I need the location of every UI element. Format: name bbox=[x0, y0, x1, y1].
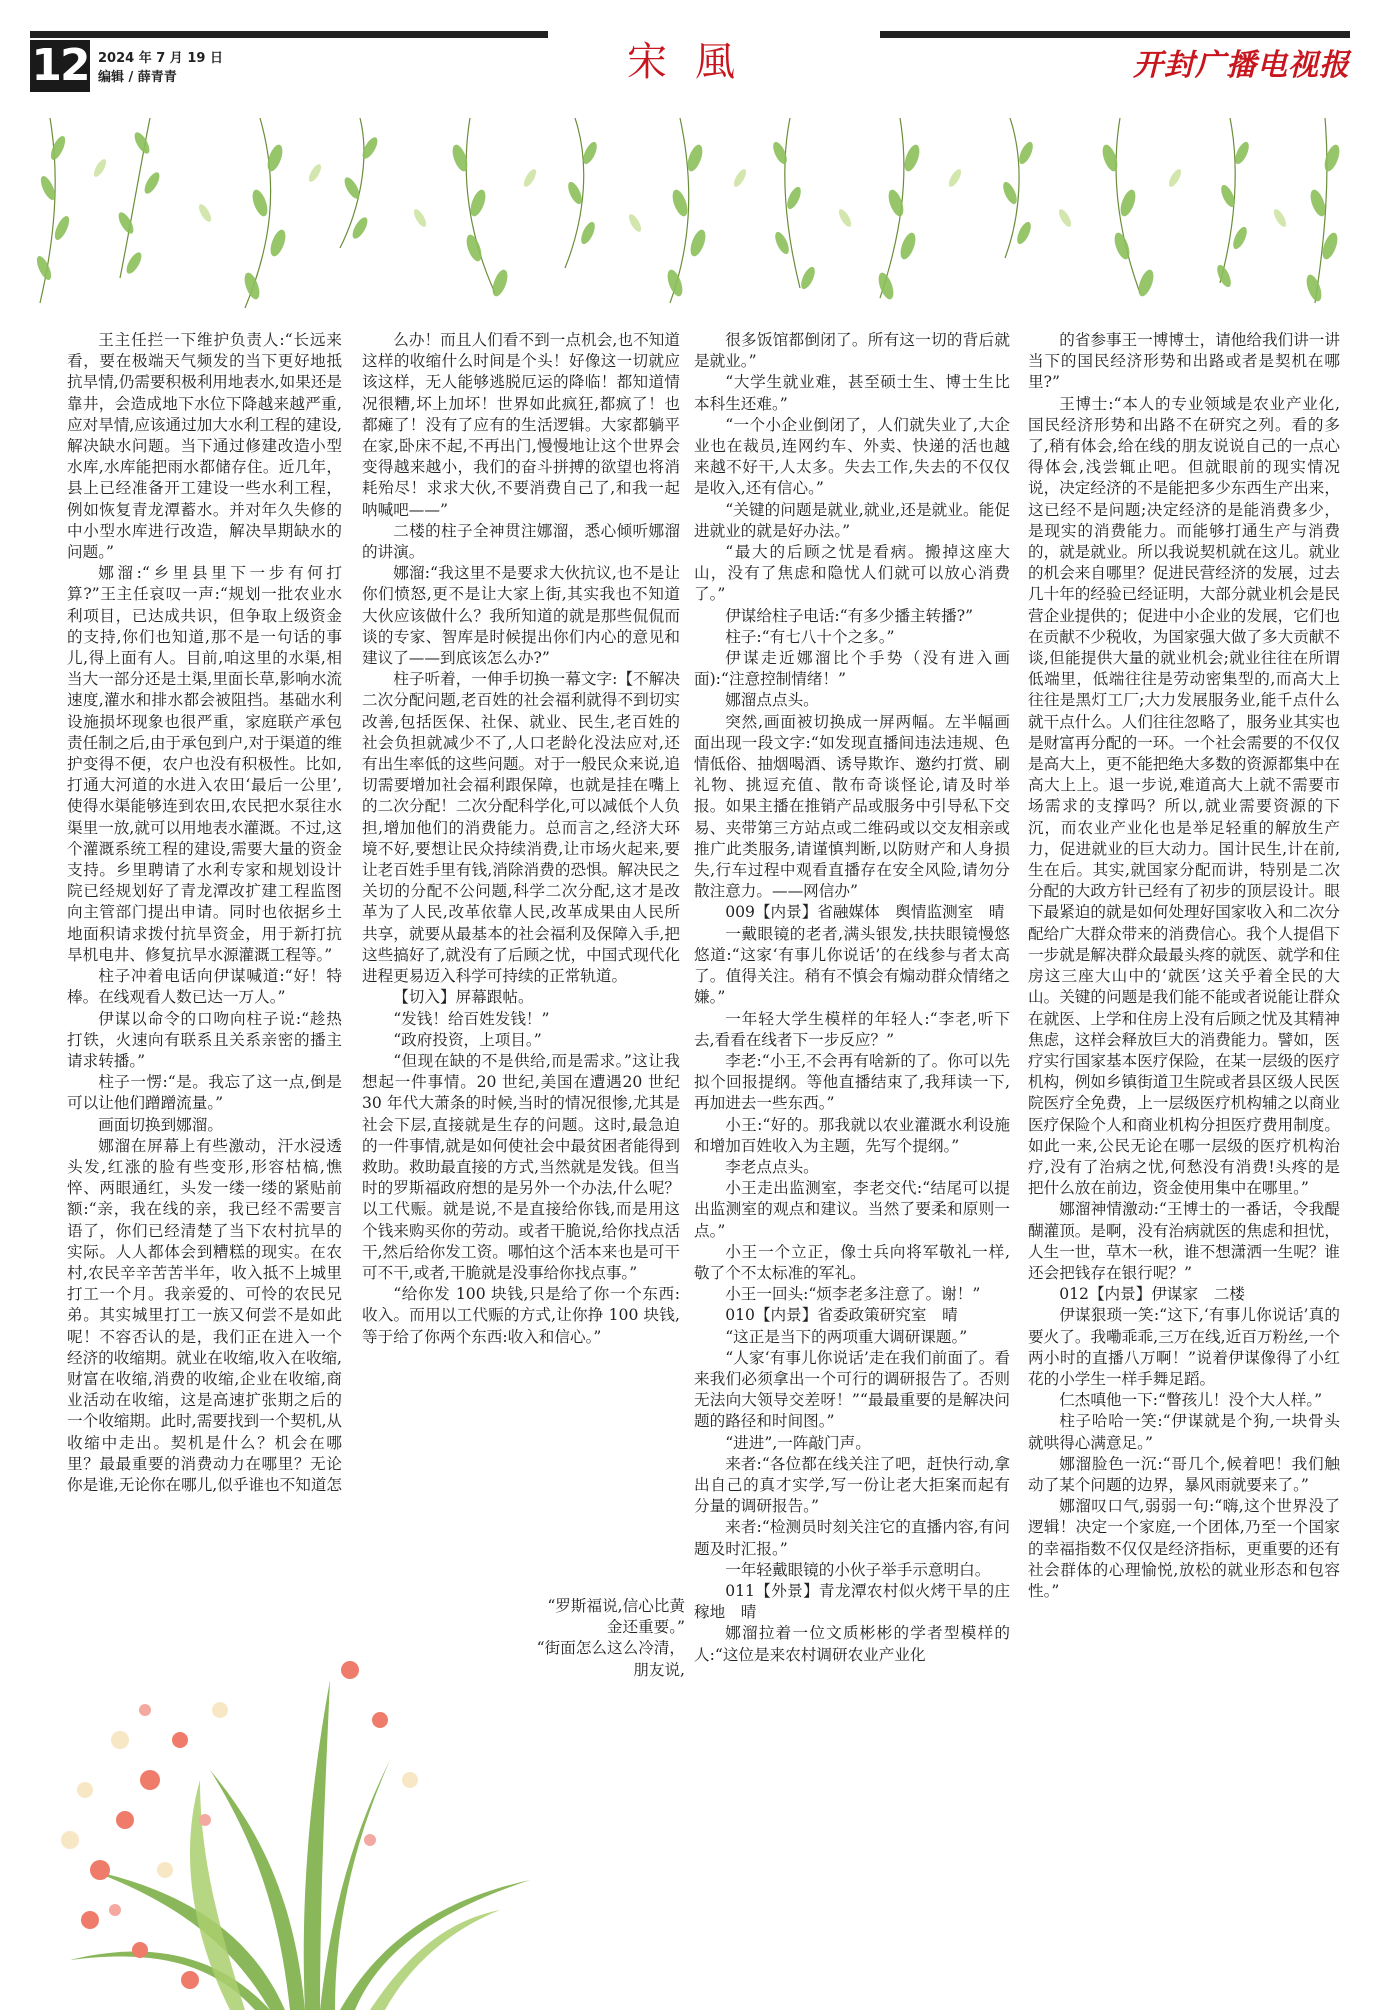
paragraph: 来者:“各位都在线关注了吧，赶快行动,拿出自己的真才实学,写一份让老大拒案而起有分量的调研报告。” bbox=[694, 1454, 1010, 1516]
paragraph: 一年轻大学生模样的年轻人:“李老,听下去,看看在线者下一步反应？” bbox=[694, 1009, 1010, 1049]
paragraph: 一戴眼镜的老者,满头银发,扶扶眼镜慢悠悠道:“这家‘有事儿你说话’的在线参与者太高了。值得关注。稍有不慎会有煽动群众情绪之嫌。” bbox=[694, 924, 1010, 1007]
paragraph: 柱子听着，一伸手切换一幕文字:【不解决二次分配问题,老百姓的社会福利就得不到切实改善,包括医保、社保、就业、民生,老百姓的社会负担就减少不了,人口老龄化没法应对,还有出生率低的这些问题。对于一般民众来说,追切需要增加社会福利跟保障，也就是挂在嘴上的二次分配！二次分配科学化,可以减低个人负担,增加他们的消费能力。总而言之,经济大环境不好,要想让民众持续消费,让市场火起来,要让老百姓手里有钱,消除消费的恐惧。解决民之关切的分配不公问题,科学二次分配,这才是改革为了人民,改革依靠人民,改革成果由人民所共享，就要从最基本的社会福利及保障入手,把这些搞好了,就没有了后顾之忧，中国式现代化进程更易迈入科学可持续的正常轨道。 bbox=[362, 670, 680, 986]
page-header bbox=[0, 0, 1380, 95]
article-column-4 bbox=[1028, 330, 1340, 1602]
scene-heading: 011【外景】青龙潭农村似火烤干旱的庄稼地 晴 bbox=[694, 1581, 1010, 1622]
flower-illustration bbox=[30, 1620, 550, 2010]
paragraph: 么办！而且人们看不到一点机会,也不知道这样的收缩什么时间是个头！好像这一切就应该这样，无人能够逃脱厄运的降临！都知道情况很糟,坏上加坏！世界如此疯狂,都疯了！也都瘫了！没有了应有的生活逻辑。大家都躺平在家,卧床不起,不再出门,慢慢地让这个世界会变得越来越小，我们的奋斗拼搏的欲望也将消耗殆尽！求求大伙,不要消费自己了,和我一起呐喊吧——” bbox=[362, 331, 680, 519]
paragraph: “关键的问题是就业,就业,还是就业。能促进就业的就是好办法。” bbox=[694, 500, 1010, 540]
paragraph: 仁杰嗔他一下:“瞥孩儿！没个大人样。” bbox=[1059, 1391, 1323, 1410]
paragraph: 伊谋以命令的口吻向柱子说:“趁热打铁，火速向有联系且关系亲密的播主请求转播。” bbox=[67, 1009, 342, 1070]
paragraph: 突然,画面被切换成一屏两幅。左半幅画面出现一段文字:“如发现直播间违法违规、色情低俗、抽烟喝酒、诱导欺诈、邀约打赏、刷礼物、挑逗充值、散布奇谈怪论,请及时举报。如果主播在推销产品或服务中引导私下交易、夹带第三方站点或二维码或以交友相亲或推广此类服务,请谨慎判断,以防财产和人身损失,行车过程中观看直播存在安全风险,请勿分散注意力。——网信办” bbox=[694, 712, 1010, 901]
editor-credit: 编辑 / 薛青青 bbox=[98, 70, 177, 85]
paragraph: 小王走出监测室，李老交代:“结尾可以提出监测室的观点和建议。当然了要柔和原则一点。” bbox=[694, 1179, 1010, 1240]
paragraph: “大学生就业难，甚至硕士生、博士生比本科生还难。” bbox=[694, 373, 1010, 413]
article-column-2 bbox=[362, 330, 680, 1348]
paragraph: “但现在缺的不是供给,而是需求。”这让我想起一件事情。20 世纪,美国在遭遇20 世纪30 年代大萧条的时候,当时的情况很惨,尤其是社会下层,直接就是生存的问题。这时,最急迫的一件事情,就是如何使社会中最贫困者能得到救助。救助最直接的方式,当然就是发钱。但当时的罗斯福政府想的是另外一个办法,什么呢？以工代赈。就是说,不是直接给你钱,而是用这个钱来购买你的劳动。或者干脆说,给你找点活干,然后给你发工资。哪怕这个活本来也是可干可不干,或者,干脆就是没事给你找点事。” bbox=[362, 1051, 680, 1282]
paragraph: 伊谋走近娜溜比个手势（没有进入画面):“注意控制情绪！” bbox=[694, 649, 1010, 689]
issue-date: 2024 年 7 月 19 日 bbox=[98, 51, 223, 66]
paragraph: 伊谋给柱子电话:“有多少播主转播?” bbox=[725, 606, 974, 625]
paragraph: 柱子:“有七八十个之多。” bbox=[725, 627, 895, 646]
paragraph: “政府投资，上项目。” bbox=[393, 1030, 542, 1049]
paragraph: 柱子一愣:“是。我忘了这一点,倒是可以让他们蹭蹭流量。” bbox=[67, 1073, 342, 1113]
paragraph: 王主任拦一下维护负责人:“长远来看，要在极端天气频发的当下更好地抵抗旱情,仍需要积极利用地表水,如果还是靠井，会造成地下水位下降越来越严重,应对旱情,应该通过加大水利工程的建设,解决缺水问题。当下通过修建改造小型水库,水库能把雨水都储存住。近几年，县上已经准备开工建设一些水利工程，例如恢复青龙潭蓄水。并对年久失修的中小型水库进行改造，解决旱期缺水的问题。” bbox=[67, 331, 343, 562]
paragraph: 伊谋狠琐一笑:“这下,‘有事儿你说话’真的要火了。我嘞乖乖,三万在线,近百万粉丝,一个两小时的直播八万啊！”说着伊谋像得了小红花的小学生一样手舞足蹈。 bbox=[1028, 1306, 1340, 1388]
paragraph: 娜溜神情激动:“王博士的一番话，令我醍醐灌顶。是啊，没有治病就医的焦虑和担忧，人生一世，草木一秋，谁不想潇洒一生呢？谁还会把钱存在银行呢？” bbox=[1028, 1200, 1340, 1282]
paragraph: 娜溜:“我这里不是要求大伙抗议,也不是让你们愤怒,更不是让大家上街,其实我也不知道大伙应该做什么？我所知道的就是那些侃侃而谈的专家、智库是时候提出你们内心的意见和建议了——到底该怎么办?” bbox=[362, 564, 680, 668]
paragraph: 二楼的柱子全神贯注娜溜，悉心倾听娜溜的讲演。 bbox=[362, 521, 680, 562]
paragraph: “进进”,一阵敲门声。 bbox=[725, 1433, 871, 1452]
quote-line: “罗斯福说,信心比黄金还重要。” bbox=[547, 1597, 685, 1637]
paragraph: “发钱！给百姓发钱！” bbox=[393, 1009, 550, 1028]
scene-heading: 012【内景】伊谋家 二楼 bbox=[1059, 1285, 1245, 1304]
paragraph: “给你发 100 块钱,只是给了你一个东西:收入。而用以工代赈的方式,让你挣 100 块钱,等于给了你两个东西:收入和信心。” bbox=[362, 1285, 680, 1346]
section-title: 宋風 bbox=[627, 39, 763, 85]
paragraph: 小王一个立正，像士兵向将军敬礼一样,敬了个不太标准的军礼。 bbox=[694, 1242, 1010, 1282]
paragraph: 王博士:“本人的专业领域是农业产业化,国民经济形势和出路不在研究之列。看的多了,稍有体会,给在线的朋友说说自己的一点心得体会,浅尝辄止吧。但就眼前的现实情况说，决定经济的不是能把多少东西生产出来，这已经不是问题;决定经济的是能消费多少，是现实的消费能力。而能够打通生产与消费的，就是就业。所以我说契机就在这儿。就业的机会来自哪里？促进民营经济的发展，过去几十年的经验已经证明，大部分就业机会是民营企业提供的；促进中小企业的发展，它们也在贡献不少税收，为国家强大做了多大贡献不谈,但能提供大量的就业机会;就业往往在所谓低端里，低端往往是劳动密集型的,而高大上往往是黑灯工厂;大力发展服务业,能千点什么就干点什么。人们往往忽略了，服务业其实也是财富再分配的一环。一个社会需要的不仅仅是高大上，更不能把绝大多数的资源都集中在高大上上。退一步说,难道高大上就不需要市场需求的支撑吗？所以,就业需要资源的下沉，而农业产业化也是举足轻重的解放生产力，促进就业的巨大动力。国计民生,计在前,生在后。其实,就国家分配而讲，特别是二次分配的大政方针已经有了初步的顶层设计。眼下最紧迫的就是如何处理好国家收入和二次分配给广大群众带来的消费信心。我个人提倡下一步就是解决群众最最头疼的就医、就学和住房这三座大山中的‘就医’这关乎着全民的大山。关键的问题是我们能不能或者说能让群众在就医、上学和住房上没有后顾之忧及其精神焦虑，这样会释放巨大的消费能力。譬如，医疗实行国家基本医疗保险，在某一层级的医疗机构，例如乡镇街道卫生院或者县区级人民医院医疗全免费，上一层级医疗机构辅之以商业医疗保险个人和商业机构分担医疗费用制度。如此一来,公民无论在哪一层级的医疗机构治疗,没有了治病之忧,何愁没有消费!头疼的是把什么放在前边，资金使用集中在哪里。” bbox=[1028, 394, 1340, 1198]
scene-heading: 009【内景】省融媒体 舆情监测室 晴 bbox=[725, 903, 1005, 922]
paragraph: 来者:“检测员时刻关注它的直播内容,有问题及时汇报。” bbox=[694, 1518, 1010, 1558]
paragraph: 娜溜点点头。 bbox=[725, 691, 819, 710]
willow-leaves-illustration bbox=[30, 118, 1350, 308]
paragraph: 李老:“小王,不会再有啥新的了。你可以先拟个回报提纲。等他直播结束了,我拜读一下,再加进去一些东西。” bbox=[694, 1051, 1010, 1113]
paragraph: 的省参事王一博博士，请他给我们讲一讲当下的国民经济形势和出路或者是契机在哪里?” bbox=[1028, 331, 1340, 392]
header-rule-left bbox=[30, 31, 548, 38]
paragraph: “最大的后顾之忧是看病。搬掉这座大山，没有了焦虑和隐忧人们就可以放心消费了。” bbox=[694, 543, 1010, 604]
paragraph: 【切入】屏幕跟帖。 bbox=[393, 988, 534, 1007]
paragraph: 娜溜在屏幕上有些激动，汗水浸透头发,红涨的脸有些变形,形容枯槁,憔悴、两眼通红，头发一缕一缕的紧贴前额:“亲，我在线的亲，我已经不需要言语了，你们已经清楚了当下农村抗旱的实际。人人都体会到糟糕的现实。在农村,农民辛辛苦苦半年，收入抵不上城里打工一个月。我亲爱的、可怜的农民兄弟。其实城里打工一族又何尝不是如此呢！不容否认的是，我们正在进入一个经济的收缩期。就业在收缩,收入在收缩,财富在收缩,消费的收缩,企业在收缩,商业活动在收缩，这是高速扩张期之后的一个收缩期。此时,需要找到一个契机,从收缩中走出。契机是什么？机会在哪里？最最重要的消费动力在哪里？无论你是谁,无论你在哪儿,似乎谁也不知道怎 bbox=[67, 1136, 343, 1494]
paragraph: 一年轻戴眼镜的小伙子举手示意明白。 bbox=[725, 1560, 991, 1579]
article-column-3 bbox=[694, 330, 1010, 1666]
paragraph: “这正是当下的两项重大调研课题。” bbox=[725, 1327, 968, 1346]
paragraph: 娜溜脸色一沉:“哥几个,候着吧！我们触动了某个问题的边界，暴风雨就要来了。” bbox=[1028, 1454, 1340, 1494]
paragraph: 很多饭馆都倒闭了。所有这一切的背后就是就业。” bbox=[694, 331, 1010, 371]
paragraph: 娜溜拉着一位文质彬彬的学者型模样的人:“这位是来农村调研农业产业化 bbox=[694, 1624, 1010, 1664]
newspaper-masthead: 开封广播电视报 bbox=[1133, 48, 1350, 83]
page-number: 12 bbox=[31, 40, 89, 91]
article-column-1 bbox=[67, 330, 342, 1496]
column-2-tail bbox=[535, 1596, 685, 1681]
paragraph: 小王:“好的。那我就以农业灌溉水利设施和增加百姓收入为主题，先写个提纲。” bbox=[694, 1115, 1010, 1155]
paragraph: 柱子哈哈一笑:“伊谋就是个狗,一块骨头就哄得心满意足。” bbox=[1028, 1412, 1340, 1452]
paragraph: 柱子冲着电话向伊谋喊道:“好！特棒。在线观看人数已达一万人。” bbox=[67, 967, 342, 1007]
paragraph: 画面切换到娜溜。 bbox=[98, 1115, 223, 1134]
header-rule-right bbox=[880, 31, 1350, 38]
paragraph: “人家‘有事儿你说话’走在我们前面了。看来我们必须拿出一个可行的调研报告了。否则无法向大领导交差呀！”“最最重要的是解决问题的路径和时间图。” bbox=[694, 1348, 1010, 1431]
paragraph: “一个小企业倒闭了，人们就失业了,大企业也在裁员,连网约车、外卖、快递的活也越来越不好干,人太多。失去工作,失去的不仅仅是收入,还有信心。” bbox=[694, 415, 1010, 498]
paragraph: 娜溜:“乡里县里下一步有何打算?”王主任哀叹一声:“规划一批农业水利项目，已达成共识，但争取上级资金的支持,你们也知道,那不是一句话的事儿,得上面有人。目前,咱这里的水渠,相当大一部分还是土渠,里面长草,影响水流速度,灌水和排水都会被阻挡。基础水利设施损坏现象也很严重，家庭联产承包责任制之后,由于承包到户,对于渠道的维护变得不便，农户也没有积极性。比如,打通大河道的水进入农田‘最后一公里’,使得水渠能够连到农田,农民把水泵往水渠里一放,就可以用地表水灌溉。不过,这个灌溉系统工程的建设,需要大量的资金支持。乡里聘请了水利专家和规划设计院已经规划好了青龙潭改扩建工程监图向主管部门提出申请。同时也依据乡土地面积请求拨付抗旱资金，用于新打抗旱机电井、修复抗旱水源灌溉工程等。” bbox=[67, 564, 343, 964]
paragraph: 小王一回头:“烦李老多注意了。谢！” bbox=[725, 1285, 981, 1304]
quote-line: “街面怎么这么冷清，朋友说, bbox=[536, 1639, 685, 1679]
scene-heading: 010【内景】省委政策研究室 晴 bbox=[725, 1306, 958, 1325]
paragraph: 娜溜叹口气,弱弱一句:“嗨,这个世界没了逻辑！决定一个家庭,一个团体,乃至一个国家的幸福指数不仅仅是经济指标，更重要的还有社会群体的心理愉悦,放松的就业形态和包容性。” bbox=[1028, 1497, 1340, 1600]
paragraph: 李老点点头。 bbox=[725, 1157, 819, 1176]
